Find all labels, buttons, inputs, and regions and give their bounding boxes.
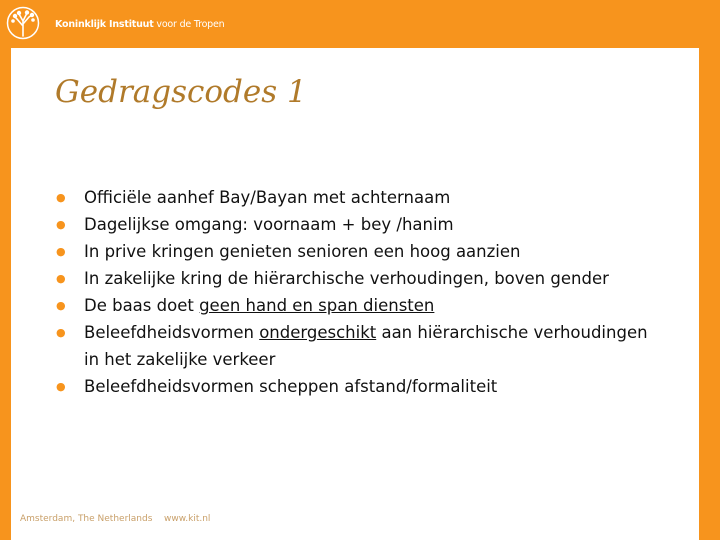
bullet-icon: ● <box>56 326 66 339</box>
logo-wordmark <box>55 19 224 30</box>
underlined-text: ondergeschikt <box>259 323 377 342</box>
list-item: ● Officiële aanhef Bay/Bayan met achternaam <box>54 184 654 211</box>
list-item: ● Beleefdheidsvormen scheppen afstand/formaliteit <box>54 373 654 400</box>
list-item: ● In zakelijke kring de hiërarchische verhoudingen, boven gender <box>54 265 654 292</box>
bullet-icon: ● <box>56 191 66 204</box>
bullet-icon: ● <box>56 245 66 258</box>
list-item: ● In prive kringen genieten senioren een hoog aanzien <box>54 238 654 265</box>
bullet-list <box>54 184 654 400</box>
footer-url[interactable]: www.kit.nl <box>164 514 211 524</box>
bullet-icon: ● <box>56 218 66 231</box>
tree-icon <box>6 6 40 40</box>
slide-title: Gedragscodes 1 <box>55 74 307 110</box>
list-item: ● De baas doet geen hand en span diensten <box>54 292 654 319</box>
logo-name-bold: Koninklijk Instituut <box>55 19 154 30</box>
bullet-icon: ● <box>56 299 66 312</box>
bullet-icon: ● <box>56 272 66 285</box>
footer-location: Amsterdam, The Netherlands <box>20 514 153 524</box>
underlined-text: geen hand en span diensten <box>199 296 435 315</box>
logo-name-rest: voor de Tropen <box>153 19 225 30</box>
list-item: ● Dagelijkse omgang: voornaam + bey /hanim <box>54 211 654 238</box>
list-item: ● Beleefdheidsvormen ondergeschikt aan hiërarchische verhoudingen in het zakelijke verkeer <box>54 319 654 373</box>
bullet-icon: ● <box>56 380 66 393</box>
header-strip <box>0 0 720 48</box>
